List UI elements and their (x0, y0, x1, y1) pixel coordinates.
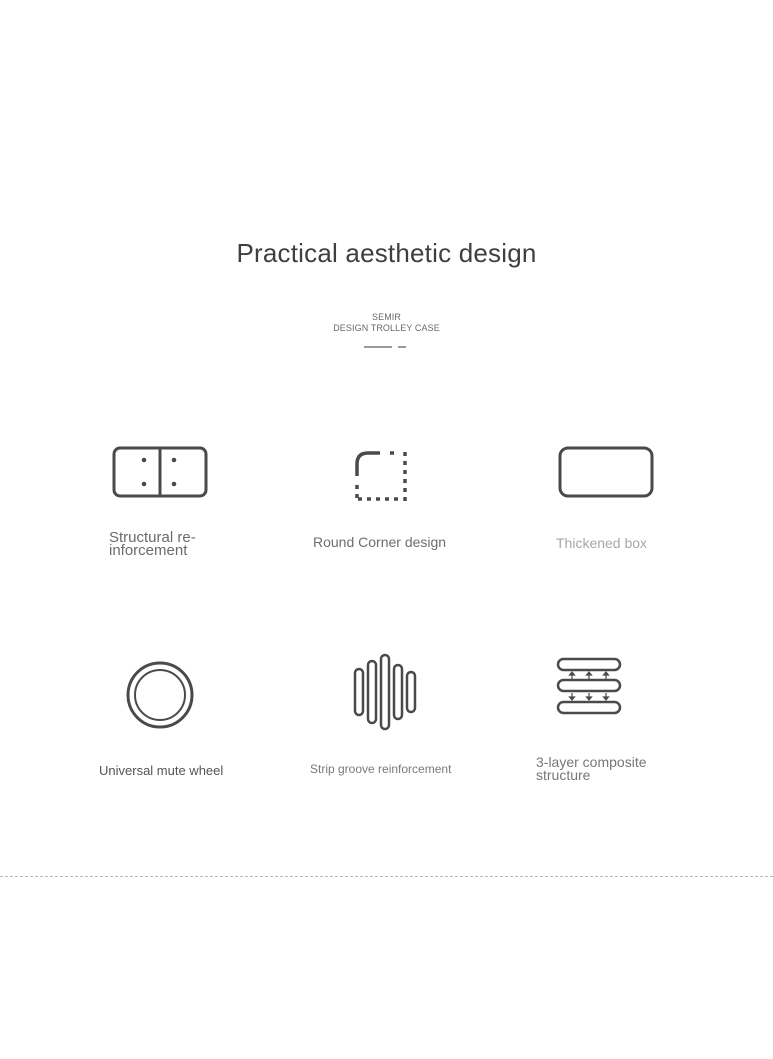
split-box-icon (112, 446, 208, 498)
thick-box-icon (558, 446, 654, 498)
strip-groove-icon (352, 653, 418, 731)
round-corner-icon (354, 450, 410, 504)
page-title: Practical aesthetic design (236, 238, 537, 268)
accent-dash-short (398, 346, 406, 348)
accent-dash-long (364, 346, 392, 348)
feature-label-round-corner: Round Corner design (313, 534, 447, 550)
feature-label-strip-groove: Strip groove reinforcement (310, 762, 452, 776)
dashed-divider (0, 876, 773, 877)
product-subtitle: DESIGN TROLLEY CASE (333, 323, 440, 333)
brand-subtitle: SEMIR (371, 312, 401, 322)
feature-label-thickened: Thickened box (556, 535, 648, 551)
layers-icon (556, 657, 622, 715)
feature-label-structural: Structural re-inforcement (109, 529, 196, 559)
feature-label-wheel: Universal mute wheel (99, 763, 224, 778)
feature-label-layers: 3-layer composite structure (536, 754, 647, 783)
wheel-icon (126, 661, 194, 729)
